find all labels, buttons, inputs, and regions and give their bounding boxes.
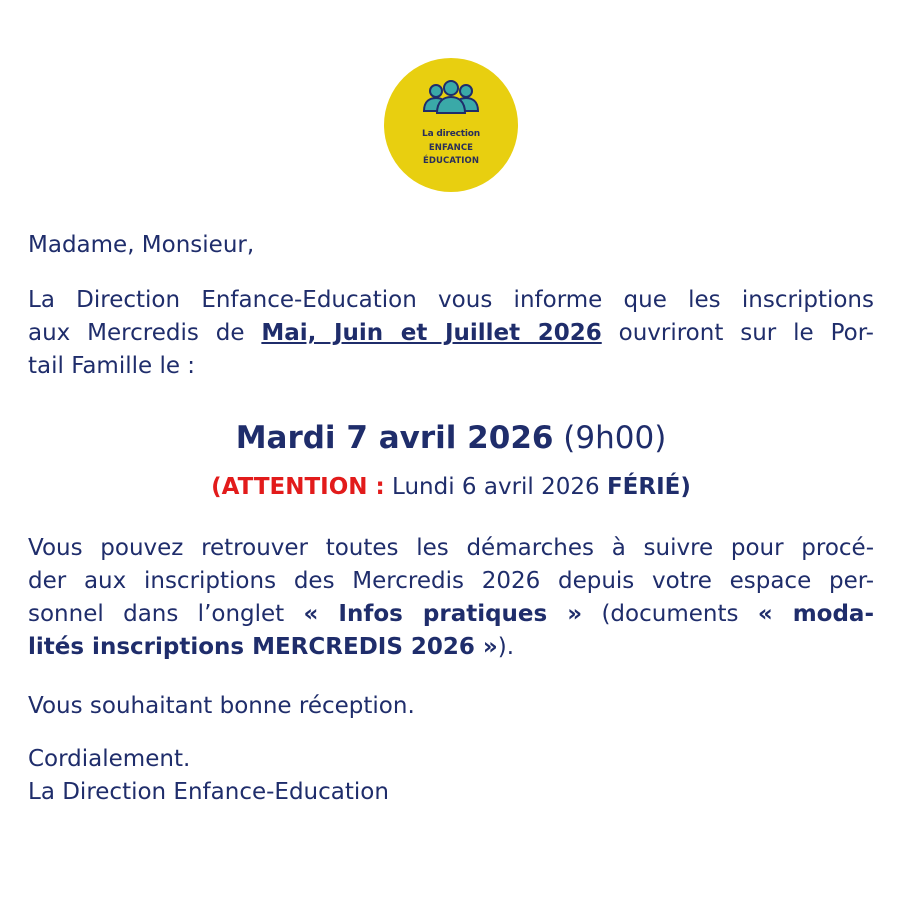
info-paragraph <box>28 532 874 664</box>
announcement-line-2 <box>28 317 874 350</box>
info-text-c: (documents <box>582 601 758 627</box>
info-text-a: sonnel dans l’onglet <box>28 601 304 627</box>
opening-date <box>0 416 902 460</box>
modalites-doc-a: « moda- <box>757 601 875 627</box>
announcement-paragraph <box>28 284 874 383</box>
logo-text-line1: La direction <box>422 129 480 139</box>
months-highlight: Mai, Juin et Juillet 2026 <box>261 320 602 346</box>
direction-logo <box>384 58 518 192</box>
info-line-1: Vous pouvez retrouver toutes les démarches à suivre pour procé- <box>28 535 874 561</box>
attention-text: Lundi 6 avril 2026 <box>384 474 607 500</box>
greeting: Madame, Monsieur, <box>28 232 255 258</box>
attention-label: (ATTENTION : <box>211 474 385 500</box>
announcement-text-a: aux Mercredis de <box>28 320 262 346</box>
info-line-2: der aux inscriptions des Mercredis 2026 depuis votre espace per- <box>28 568 874 594</box>
attention-ferie: FÉRIÉ) <box>606 474 691 500</box>
closing-block <box>28 743 874 809</box>
opening-time: (9h00) <box>553 420 667 456</box>
logo-text-line3: ÉDUCATION <box>422 156 480 166</box>
info-text-end: ). <box>497 634 515 660</box>
signature: La Direction Enfance-Education <box>28 779 389 805</box>
modalites-doc-b: lités inscriptions MERCREDIS 2026 » <box>28 634 498 660</box>
info-line-3 <box>28 598 874 631</box>
announcement-line-3: tail Famille le : <box>28 353 196 379</box>
closing: Cordialement. <box>28 746 191 772</box>
infos-pratiques-tab: « Infos pratiques » <box>303 601 583 627</box>
opening-date-main: Mardi 7 avril 2026 <box>235 420 554 456</box>
announcement-line-1: La Direction Enfance-Education vous informe que les inscriptions <box>28 287 874 313</box>
attention-notice <box>0 470 902 504</box>
reception-line: Vous souhaitant bonne réception. <box>28 693 415 719</box>
people-group-icon <box>421 79 481 119</box>
logo-text-line2: ENFANCE <box>428 143 474 153</box>
info-line-4 <box>28 631 874 664</box>
announcement-text-c: ouvriront sur le Por- <box>601 320 874 346</box>
